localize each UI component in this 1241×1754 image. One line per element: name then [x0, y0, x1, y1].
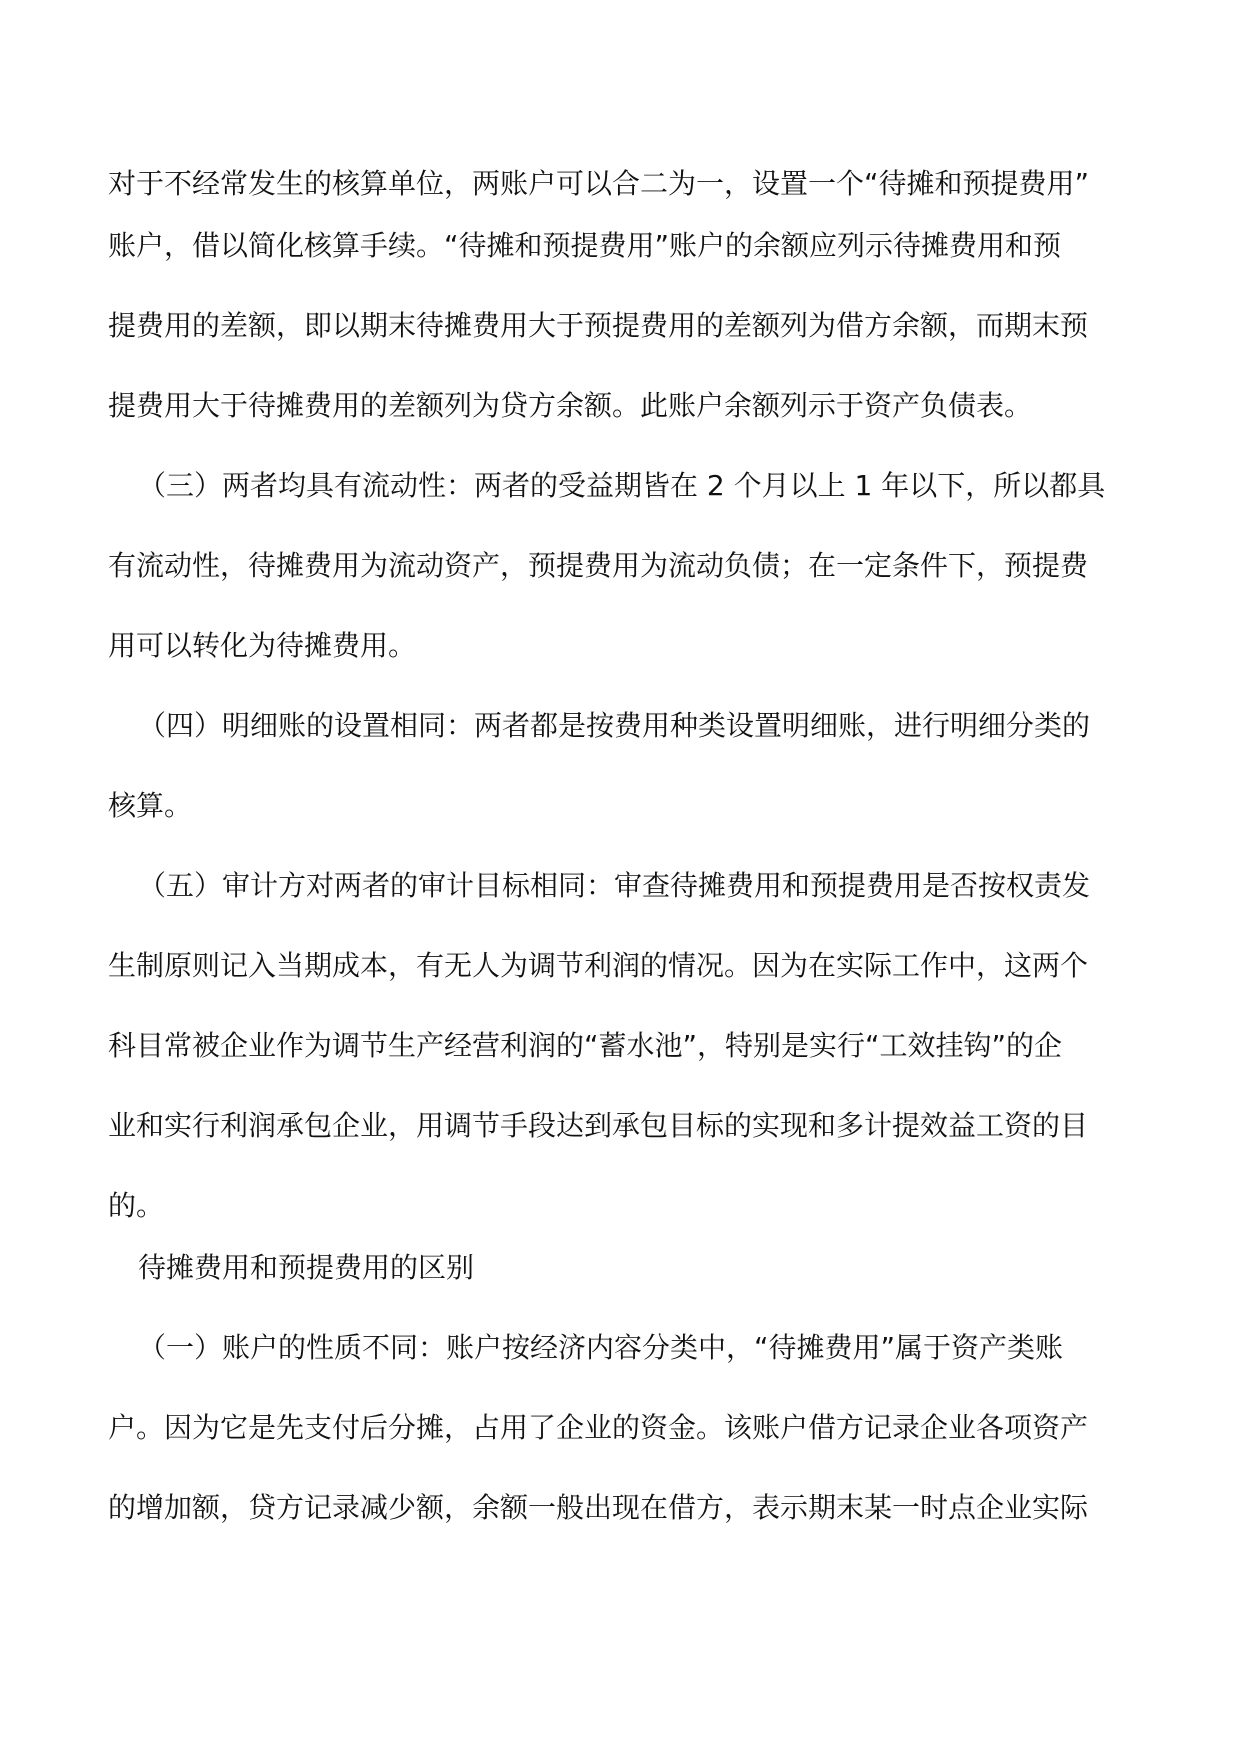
- text-line: 用可以转化为待摊费用。: [108, 629, 417, 662]
- text-line: 的增加额，贷方记录减少额，余额一般出现在借方，表示期末某一时点企业实际: [108, 1491, 1089, 1524]
- section-heading: 待摊费用和预提费用的区别: [138, 1251, 475, 1284]
- text-line: 业和实行利润承包企业，用调节手段达到承包目标的实现和多计提效益工资的目: [108, 1109, 1089, 1142]
- text-line: 生制原则记入当期成本，有无人为调节利润的情况。因为在实际工作中，这两个: [108, 949, 1089, 982]
- text-line: 提费用大于待摊费用的差额列为贷方余额。此账户余额列示于资产负债表。: [108, 389, 1033, 422]
- text-line: （三）两者均具有流动性：两者的受益期皆在 2 个月以上 1 年以下，所以都具: [138, 469, 1106, 502]
- text-line: （四）明细账的设置相同：两者都是按费用种类设置明细账，进行明细分类的: [138, 709, 1091, 742]
- text-line: 户。因为它是先支付后分摊，占用了企业的资金。该账户借方记录企业各项资产: [108, 1411, 1089, 1444]
- text-line: 对于不经常发生的核算单位，两账户可以合二为一，设置一个“待摊和预提费用”: [108, 167, 1090, 200]
- text-line: 科目常被企业作为调节生产经营利润的“蓄水池”，特别是实行“工效挂钩”的企: [108, 1029, 1063, 1062]
- text-line: （五）审计方对两者的审计目标相同：审查待摊费用和预提费用是否按权责发: [138, 869, 1091, 902]
- text-line: 提费用的差额，即以期末待摊费用大于预提费用的差额列为借方余额，而期末预: [108, 309, 1089, 342]
- text-line: （一）账户的性质不同：账户按经济内容分类中，“待摊费用”属于资产类账: [138, 1331, 1064, 1364]
- text-line: 核算。: [108, 789, 193, 822]
- text-line: 的。: [108, 1189, 165, 1222]
- text-line: 有流动性，待摊费用为流动资产，预提费用为流动负债；在一定条件下，预提费: [108, 549, 1089, 582]
- text-line: 账户，借以简化核算手续。“待摊和预提费用”账户的余额应列示待摊费用和预: [108, 229, 1062, 262]
